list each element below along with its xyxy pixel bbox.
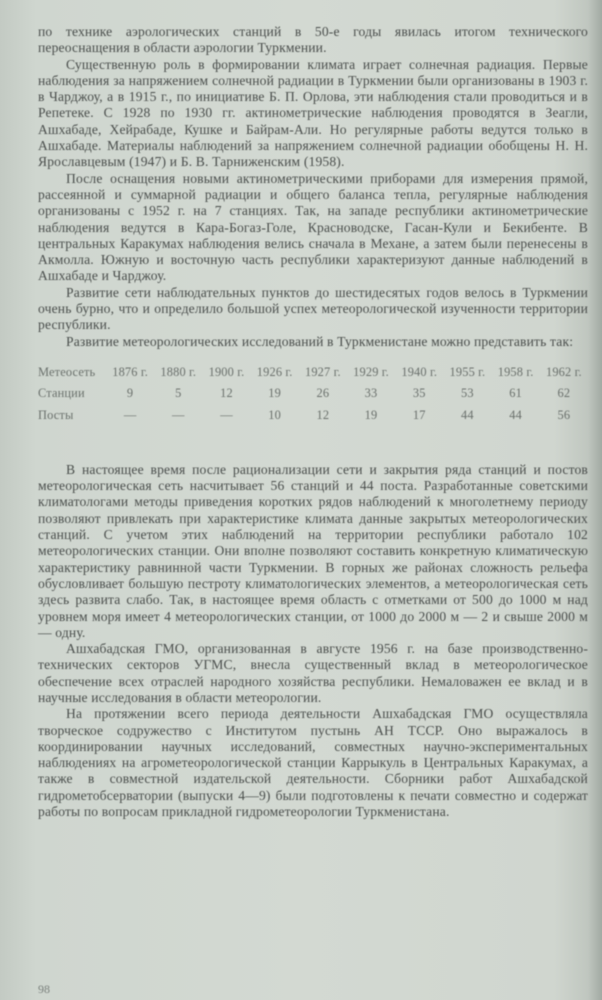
table-cell: 62	[557, 386, 571, 401]
table-cell: 33	[364, 386, 378, 401]
table-cell: 35	[412, 386, 426, 401]
table-cell: 61	[509, 386, 522, 401]
row-label-posts: Посты	[38, 407, 74, 422]
paragraph-cooperation: На протяжении всего периода деятельности Ашхабадская ГМО осуществляла творческое содружество с Институтом пустынь АН ТССР. Оно выражалось в координировании научных исследований, совместных научно-экспериментальных наблюдениях на агрометеорологической станции Каррыкуль в Центральных Каракумах, а также в совместной издательской деятельности. Сборники работ Ашхабадской гидрометобсерватории (выпуски 4—9) были подготовлены к печати совместно и содержат работы по вопросам прикладной гидрометеорологии Туркменистана.	[38, 706, 588, 820]
table-cell: 19	[364, 407, 378, 422]
table-cell: 10	[268, 407, 281, 422]
table-row	[38, 383, 588, 404]
paragraph-1: по технике аэрологических станций в 50-е годы явилась итогом технического переоснащения в области аэрологии Туркмении.	[38, 24, 588, 56]
table-cell: 17	[412, 407, 426, 422]
table-year: 1958 г.	[497, 364, 534, 379]
table-cell: 53	[461, 386, 474, 401]
table-cell: 5	[175, 386, 182, 401]
table-year: 1876 г.	[112, 364, 148, 379]
table-year: 1955 г.	[449, 364, 486, 379]
page-number: 98	[38, 982, 50, 996]
table-year: 1926 г.	[256, 364, 293, 379]
meteo-network-table	[38, 362, 588, 426]
paragraph-solar-radiation: Существенную роль в формировании климата играет солнечная радиация. Первые наблюдения за напряжением солнечной радиации в Туркмении были организованы в 1903 г. в Чарджоу, а в 1915 г., по инициативе Б. П. Орлова, эти наблюдения стали проводиться и в Репетеке. С 1928 по 1930 гг. актинометрические наблюдения проводятся в Зеагли, Ашхабаде, Хейрабаде, Кушке и Байрам-Али. Но регулярные работы ведутся только в Ашхабаде. Материалы наблюдений за напряжением солнечной радиации обобщены Н. Н. Ярославцевым (1947) и Б. В. Тарниженским (1958).	[38, 56, 588, 170]
row-label-stations: Станции	[38, 386, 85, 401]
paragraph-ashgabat-gmo: Ашхабадская ГМО, организованная в августе 1956 г. на базе производственно-технических секторов УГМС, внесла существенный вклад в метеорологическое обеспечение всех отраслей народного хозяйства республики. Немаловажен ее вклад и в научные исследования в области метеорологии.	[38, 641, 588, 705]
table-cell: 44	[461, 407, 474, 422]
table-header-row	[38, 362, 588, 383]
paragraph-current-network: В настоящее время после рационализации сети и закрытия ряда станций и постов метеорологическая сеть насчитывает 56 станций и 44 поста. Разработанные советскими климатологами методы приведения коротких рядов наблюдений к многолетнему периоду позволяют привлекать при характеристике климата данные закрытых метеорологических станций. С учетом этих наблюдений на территории республики работало 102 метеорологических станции. Они вполне позволяют составить конкретную климатическую характеристику равнинной части Туркмении. В горных же районах сложность рельефа обусловливает большую пестроту климатологических элементов, а метеорологическая сеть здесь развита слабо. Так, в настоящее время область с отметками от 500 до 1000 м над уровнем моря имеет 4 метеорологических станции, от 1000 до 2000 м — 2 и свыше 2000 м — одну.	[38, 461, 588, 640]
table-cell: 9	[126, 386, 134, 401]
table-year: 1962 г.	[545, 364, 582, 379]
page-edge-shadow	[588, 0, 602, 1000]
table-year: 1927 г.	[304, 364, 341, 379]
table-header-label: Метеосеть	[38, 364, 96, 379]
table-year: 1900 г.	[208, 364, 245, 379]
table-year: 1940 г.	[401, 364, 438, 379]
table-cell: 56	[557, 407, 571, 422]
table-cell: 44	[509, 407, 522, 422]
table-cell: 19	[268, 386, 281, 401]
table-cell: 26	[316, 386, 330, 401]
table-cell: 12	[316, 407, 330, 422]
table-cell: 12	[220, 386, 233, 401]
table-cell: —	[172, 407, 185, 422]
paragraph-network-development: Развитие сети наблюдательных пунктов до шестидесятых годов велось в Туркмении очень бурно, что и определило большой успех метеорологической изученности территории республики.	[38, 284, 588, 333]
table-year: 1880 г.	[160, 364, 197, 379]
table-cell: —	[220, 407, 233, 422]
table-cell: —	[123, 407, 137, 422]
document-page	[38, 24, 588, 820]
paragraph-actinometric: После оснащения новыми актинометрическими приборами для измерения прямой, рассеянной и суммарной радиации и общего баланса тепла, регулярные наблюдения организованы с 1952 г. на 7 станциях. Так, на западе республики актинометрические наблюдения ведутся в Кара-Богаз-Голе, Красноводске, Гасан-Кули и Бекибенте. В центральных Каракумах наблюдения велись сначала в Механе, а затем были перенесены в Акмолла. Южную и восточную часть республики характеризуют данные наблюдений в Ашхабаде и Чарджоу.	[38, 170, 588, 284]
table-year: 1929 г.	[353, 364, 389, 379]
table-row	[38, 405, 588, 426]
paragraph-table-intro: Развитие метеорологических исследований в Туркменистане можно представить так:	[66, 333, 574, 349]
